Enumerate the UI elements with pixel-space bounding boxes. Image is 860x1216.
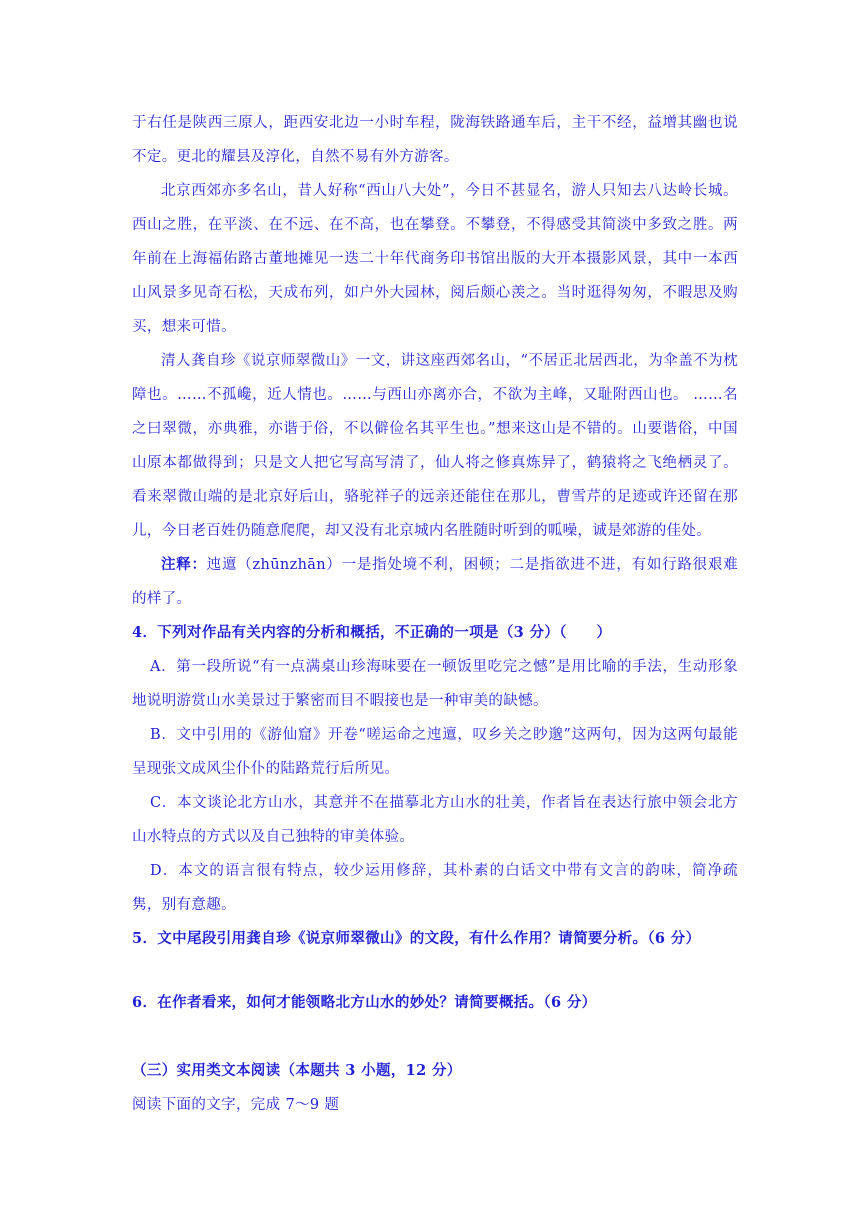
answer-space-q5 xyxy=(132,956,738,986)
passage-paragraph-3: 清人龚自珍《说京师翠微山》一文，讲这座西郊名山，“不居正北居西北，为伞盖不为枕障也。……不孤巉，近人情也。……与西山亦离亦合，不欲为主峰，又耻附西山也。 ……名之曰翠微，亦典雅，亦谐于俗，不以僻俭名其平生也。”想来这山是不错的。山要谐俗，中国山原本都做得到；只是文人把它写高写清了，仙人将之修真炼异了，鹤猿将之飞绝栖灵了。看来翠微山端的是北京好后山，骆驼祥子的远亲还能住在那儿，曹雪芹的足迹或许还留在那儿，今日老百姓仍随意爬爬，却又没有北京城内名胜随时听到的呱噪，诚是郊游的佳处。 xyxy=(132,353,738,539)
question-4-option-a: A．第一段所说“有一点满桌山珍海味要在一顿饭里吃完之憾”是用比喻的手法，生动形象地说明游赏山水美景过于繁密而目不暇接也是一种审美的缺憾。 xyxy=(132,659,738,709)
question-6-stem: 6．在作者看来，如何才能领略北方山水的妙处？请简要概括。（6 分） xyxy=(132,994,597,1011)
question-4-option-c: C．本文谈论北方山水，其意并不在描摹北方山水的壮美，作者旨在表达行旅中领会北方山水特点的方式以及自己独特的审美体验。 xyxy=(132,795,738,845)
page-content xyxy=(132,106,738,1122)
passage-paragraph-2: 北京西郊亦多名山，昔人好称“西山八大处”，今日不甚显名，游人只知去八达岭长城。西山之胜，在平淡、在不远、在不高，也在攀登。不攀登，不得感受其简淡中多致之胜。两年前在上海福佑路古董地摊见一迭二十年代商务印书馆出版的大开本摄影风景，其中一本西山风景多见奇石松，天成布列，如户外大园林，阅后颇心羡之。当时逛得匆匆，不暇思及购买，想来可惜。 xyxy=(132,183,738,335)
section-3-heading: （三）实用类文本阅读（本题共 3 小题，12 分） xyxy=(132,1062,462,1079)
note-label: 注释： xyxy=(161,556,207,573)
section-3-instruction: 阅读下面的文字，完成 7～9 题 xyxy=(132,1097,340,1113)
question-4-stem: 4．下列对作品有关内容的分析和概括，不正确的一项是（3 分）（ ） xyxy=(132,624,612,641)
question-4-option-b: B．文中引用的《游仙窟》开卷“嗟运命之迍邅，叹乡关之眇邈”这两句，因为这两句最能呈现张文成风尘仆仆的陆路荒行后所见。 xyxy=(132,727,738,777)
passage-note xyxy=(132,548,738,616)
note-text: 迍邅（zhūnzhān）一是指处境不利，困顿；二是指欲进不进，有如行路很艰难的样了。 xyxy=(132,557,738,607)
question-5-stem: 5．文中尾段引用龚自珍《说京师翠微山》的文段，有什么作用？请简要分析。（6 分） xyxy=(132,930,701,947)
question-4-option-d: D．本文的语言很有特点，较少运用修辞，其朴素的白话文中带有文言的韵味，简净疏隽，别有意趣。 xyxy=(132,863,738,913)
answer-space-q6 xyxy=(132,1020,738,1054)
passage-paragraph-1: 于右任是陕西三原人，距西安北边一小时车程，陇海铁路通车后，主干不经，益增其幽也说不定。更北的耀县及淳化，自然不易有外方游客。 xyxy=(132,115,738,165)
